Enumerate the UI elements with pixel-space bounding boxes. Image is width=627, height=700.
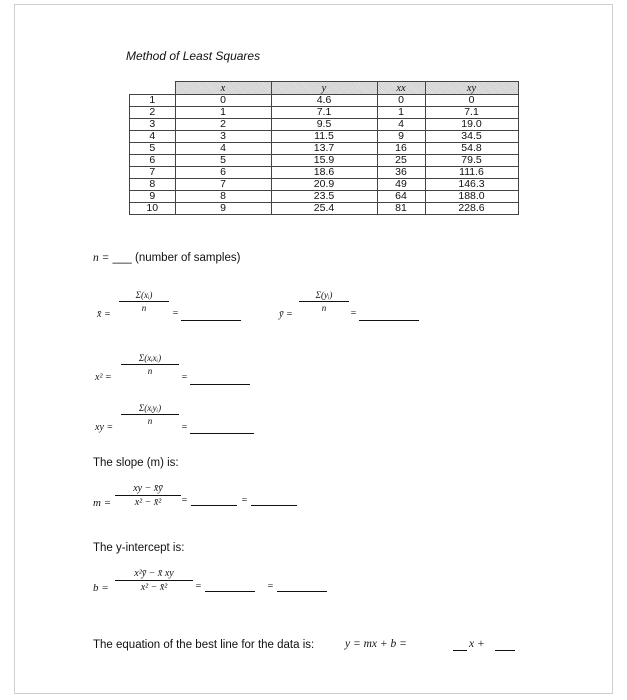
- cell-index: 2: [130, 107, 176, 119]
- x2bar-fraction: [121, 353, 179, 376]
- cell-xx: 4: [377, 119, 425, 131]
- equation-slope-blank[interactable]: [453, 650, 467, 651]
- worksheet-page: [14, 4, 613, 694]
- cell-x: 3: [175, 131, 271, 143]
- cell-y: 20.9: [271, 179, 377, 191]
- cell-x: 6: [175, 167, 271, 179]
- cell-y: 23.5: [271, 191, 377, 203]
- cell-index: 7: [130, 167, 176, 179]
- intercept-denominator: x² − x̄²: [140, 582, 168, 593]
- cell-xx: 0: [377, 95, 425, 107]
- intercept-blank-2[interactable]: [277, 591, 327, 592]
- cell-y: 9.5: [271, 119, 377, 131]
- header-xy: xy: [425, 82, 518, 95]
- xybar-lhs: xy =: [95, 422, 114, 433]
- cell-x: 0: [175, 95, 271, 107]
- cell-xx: 9: [377, 131, 425, 143]
- table-row: [130, 143, 519, 155]
- cell-xy: 146.3: [425, 179, 518, 191]
- intercept-lhs: b =: [93, 582, 109, 594]
- cell-xy: 54.8: [425, 143, 518, 155]
- cell-y: 7.1: [271, 107, 377, 119]
- cell-x: 4: [175, 143, 271, 155]
- table-row: [130, 167, 519, 179]
- cell-xx: 64: [377, 191, 425, 203]
- cell-y: 18.6: [271, 167, 377, 179]
- page-title: Method of Least Squares: [126, 49, 261, 63]
- cell-xy: 111.6: [425, 167, 518, 179]
- cell-y: 4.6: [271, 95, 377, 107]
- cell-x: 1: [175, 107, 271, 119]
- xybar-numerator: Σ(xᵢyᵢ): [138, 403, 162, 413]
- equation-intercept-blank[interactable]: [495, 650, 515, 651]
- xbar-lhs: x̄ =: [97, 309, 111, 320]
- cell-xx: 1: [377, 107, 425, 119]
- intercept-fraction: [115, 568, 193, 593]
- table-row: [130, 119, 519, 131]
- xybar-denominator: n: [147, 416, 153, 426]
- cell-y: 15.9: [271, 155, 377, 167]
- slope-equals-2: =: [241, 495, 248, 506]
- equation-label: The equation of the best line for the data is:: [93, 639, 315, 651]
- cell-xy: 7.1: [425, 107, 518, 119]
- cell-xy: 34.5: [425, 131, 518, 143]
- table-row: [130, 179, 519, 191]
- cell-xx: 49: [377, 179, 425, 191]
- xybar-equals: =: [181, 422, 188, 433]
- x2bar-lhs: x² =: [95, 372, 112, 383]
- intercept-heading: The y-intercept is:: [93, 542, 185, 554]
- table-row: [130, 107, 519, 119]
- table-row: [130, 95, 519, 107]
- x2bar-equals: =: [181, 372, 188, 383]
- header-x: x: [175, 82, 271, 95]
- cell-x: 8: [175, 191, 271, 203]
- cell-index: 9: [130, 191, 176, 203]
- cell-xx: 81: [377, 203, 425, 215]
- header-xx: xx: [377, 82, 425, 95]
- data-table: [129, 81, 519, 215]
- cell-index: 6: [130, 155, 176, 167]
- slope-blank-2[interactable]: [251, 505, 297, 506]
- slope-heading: The slope (m) is:: [93, 457, 179, 469]
- slope-blank-1[interactable]: [191, 505, 237, 506]
- table-row: [130, 155, 519, 167]
- cell-index: 8: [130, 179, 176, 191]
- cell-index: 1: [130, 95, 176, 107]
- cell-index: 10: [130, 203, 176, 215]
- cell-index: 4: [130, 131, 176, 143]
- xbar-numerator: Σ(xᵢ): [135, 290, 153, 300]
- table-row: [130, 131, 519, 143]
- cell-xx: 25: [377, 155, 425, 167]
- slope-denominator: x² − x̄²: [134, 497, 162, 508]
- cell-x: 9: [175, 203, 271, 215]
- slope-equals-1: =: [181, 495, 188, 506]
- cell-xy: 0: [425, 95, 518, 107]
- slope-lhs: m =: [93, 497, 112, 509]
- cell-index: 5: [130, 143, 176, 155]
- cell-x: 5: [175, 155, 271, 167]
- x2bar-numerator: Σ(xᵢxᵢ): [138, 353, 162, 363]
- cell-x: 7: [175, 179, 271, 191]
- table-corner: [130, 82, 176, 95]
- slope-numerator: xy − x̄ȳ: [133, 483, 163, 494]
- cell-xy: 79.5: [425, 155, 518, 167]
- xybar-answer-blank[interactable]: [190, 433, 254, 434]
- cell-x: 2: [175, 119, 271, 131]
- intercept-blank-1[interactable]: [205, 591, 255, 592]
- n-blank: ___: [112, 252, 132, 264]
- xbar-fraction: [119, 290, 169, 313]
- ybar-fraction: [299, 290, 349, 313]
- table-row: [130, 203, 519, 215]
- cell-xy: 188.0: [425, 191, 518, 203]
- ybar-equals: =: [350, 308, 357, 319]
- cell-xx: 16: [377, 143, 425, 155]
- x2bar-denominator: n: [147, 366, 153, 376]
- ybar-numerator: Σ(yᵢ): [315, 290, 333, 300]
- n-lhs: n =: [93, 252, 110, 264]
- equation-tail: x +: [469, 638, 485, 650]
- n-line: [93, 252, 240, 264]
- intercept-equals-2: =: [267, 581, 274, 592]
- cell-y: 11.5: [271, 131, 377, 143]
- cell-y: 25.4: [271, 203, 377, 215]
- ybar-answer-blank[interactable]: [359, 320, 419, 321]
- x2bar-answer-blank[interactable]: [190, 384, 250, 385]
- cell-index: 3: [130, 119, 176, 131]
- intercept-equals-1: =: [195, 581, 202, 592]
- xbar-equals: =: [172, 308, 179, 319]
- cell-xy: 19.0: [425, 119, 518, 131]
- xbar-answer-blank[interactable]: [181, 320, 241, 321]
- cell-xy: 228.6: [425, 203, 518, 215]
- cell-xx: 36: [377, 167, 425, 179]
- header-y: y: [271, 82, 377, 95]
- slope-fraction: [115, 483, 181, 508]
- ybar-lhs: ȳ =: [279, 309, 293, 320]
- cell-y: 13.7: [271, 143, 377, 155]
- xybar-fraction: [121, 403, 179, 426]
- ybar-denominator: n: [321, 303, 327, 313]
- table-row: [130, 191, 519, 203]
- intercept-numerator: x²ȳ − x̄ xy: [134, 568, 174, 579]
- n-label: (number of samples): [134, 252, 241, 264]
- equation-formula: y = mx + b =: [345, 638, 407, 650]
- xbar-denominator: n: [141, 303, 147, 313]
